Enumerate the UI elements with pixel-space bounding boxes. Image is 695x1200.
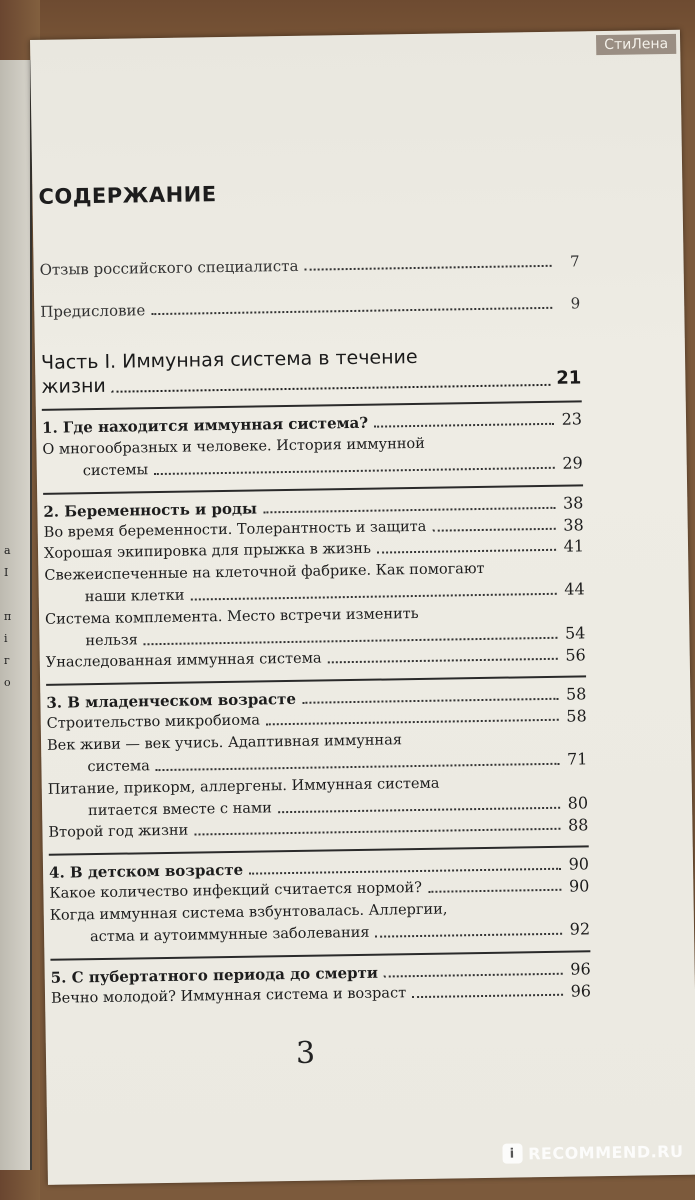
- toc-entry-title: Отзыв российского специалиста: [39, 256, 299, 279]
- front-matter: [39, 250, 580, 322]
- part-entry: [41, 342, 582, 398]
- previous-page-edge: [0, 60, 32, 1170]
- section-title: Строительство микробиома: [46, 712, 261, 732]
- previous-page-text-fragments: а І п і г о: [4, 544, 12, 689]
- toc-entry-page: 38: [563, 515, 584, 535]
- section-title-line2: нельзя: [85, 632, 138, 650]
- toc-entry: [40, 292, 580, 322]
- dot-leader: [266, 719, 559, 726]
- dot-leader: [328, 658, 558, 664]
- section-title-line2: системы: [82, 462, 149, 480]
- toc-entry-page: 41: [563, 536, 585, 556]
- section-title: Хорошая экипировка для прыжка в жизнь: [43, 540, 372, 562]
- chapter-block: [50, 950, 591, 1009]
- toc-entry-page: 23: [561, 409, 583, 429]
- chapter-block: [49, 845, 590, 948]
- book-page: [30, 30, 695, 1185]
- dot-leader: [278, 807, 560, 813]
- page-number: 3: [295, 1035, 316, 1071]
- dot-leader: [249, 868, 561, 875]
- part-title-line2: жизни: [41, 374, 106, 398]
- dot-leader: [432, 528, 555, 532]
- chapter-title: 2. Беременность и роды: [43, 499, 258, 521]
- chapter-title: 4. В детском возрасте: [48, 860, 244, 882]
- section-title: Какое количество инфекций считается нормой?: [49, 879, 423, 902]
- chapter-block: [42, 400, 583, 482]
- chapter-block: [46, 675, 588, 843]
- toc-entry-page: 88: [567, 815, 589, 835]
- dot-leader: [412, 994, 563, 998]
- dot-leader: [194, 828, 560, 836]
- section-title: Унаследованная иммунная система: [45, 650, 322, 671]
- toc-entry-page: 92: [569, 919, 591, 939]
- toc-entry-page: 58: [566, 706, 587, 726]
- toc-entry-page: 29: [562, 453, 583, 473]
- toc-entry-page: 9: [570, 294, 581, 313]
- toc-entry-page: 7: [569, 252, 580, 271]
- toc-entry-page: 44: [564, 579, 585, 599]
- toc-entry-page: 90: [568, 854, 590, 874]
- toc-entry-page: 80: [567, 793, 589, 813]
- table-of-contents: [38, 176, 591, 1009]
- section-title-line2: астма и аутоиммунные заболевания: [89, 924, 370, 946]
- section-title-line2: питается вместе с нами: [87, 800, 273, 820]
- section-title-line1: Питание, прикорм, аллергены. Иммунная система: [47, 775, 440, 798]
- dot-leader: [304, 265, 551, 271]
- dot-leader: [156, 763, 560, 771]
- section-title-line2: система: [87, 758, 150, 776]
- toc-entry-page: 38: [562, 493, 584, 513]
- site-watermark-text: RECOMMEND.RU: [527, 1141, 684, 1163]
- section-title-line1: Век живи — век учись. Адаптивная иммунная: [46, 732, 403, 754]
- chapter-title: 3. В младенческом возрасте: [46, 689, 297, 712]
- dot-leader: [144, 637, 558, 645]
- recommend-logo-icon: i: [502, 1143, 522, 1163]
- toc-entry-page: 96: [570, 981, 592, 1001]
- dot-leader: [112, 384, 551, 393]
- toc-entry-page: 90: [568, 876, 590, 896]
- toc-entry: [39, 250, 579, 280]
- author-watermark: СтиЛена: [596, 34, 676, 55]
- section-title-line1: Свежеиспеченные на клеточной фабрике. Как помогают: [44, 560, 485, 584]
- part-title-line1: Часть I. Иммунная система в течение: [40, 345, 418, 374]
- dot-leader: [376, 933, 563, 938]
- dot-leader: [154, 467, 555, 475]
- section-title: Второй год жизни: [48, 822, 189, 841]
- chapter-list: [42, 400, 591, 1009]
- toc-entry-page: 58: [565, 684, 587, 704]
- section-title-line1: Система комплемента. Место встречи изменить: [44, 605, 419, 628]
- site-watermark: [502, 1141, 684, 1164]
- dot-leader: [377, 549, 556, 554]
- toc-entry-page: 96: [570, 959, 591, 979]
- section-title-line1: Когда иммунная система взбунтовалась. Аллергии,: [49, 901, 448, 924]
- chapter-title: 1. Где находится иммунная система?: [41, 413, 369, 437]
- dot-leader: [384, 973, 563, 978]
- toc-heading: СОДЕРЖАНИЕ: [38, 182, 217, 209]
- section-title: Вечно молодой? Иммунная система и возраст: [50, 985, 407, 1007]
- toc-entry-title: Предисловие: [40, 301, 146, 321]
- dot-leader: [151, 307, 552, 315]
- chapter-title: 5. С пубертатного периода до смерти: [50, 963, 379, 987]
- dot-leader: [302, 698, 558, 704]
- section-title-line2: наши клетки: [84, 587, 185, 606]
- dot-leader: [190, 593, 556, 601]
- chapter-block: [43, 484, 586, 673]
- dot-leader: [263, 507, 555, 514]
- dot-leader: [428, 889, 561, 893]
- part-page: 21: [556, 367, 582, 389]
- toc-entry-page: 71: [566, 749, 588, 769]
- toc-entry-page: 54: [564, 623, 586, 643]
- dot-leader: [374, 423, 554, 428]
- toc-entry-page: 56: [565, 645, 586, 665]
- section-title-line1: О многообразных и человеке. История иммунной: [42, 435, 425, 458]
- section-title: Во время беременности. Толерантность и защита: [43, 518, 427, 541]
